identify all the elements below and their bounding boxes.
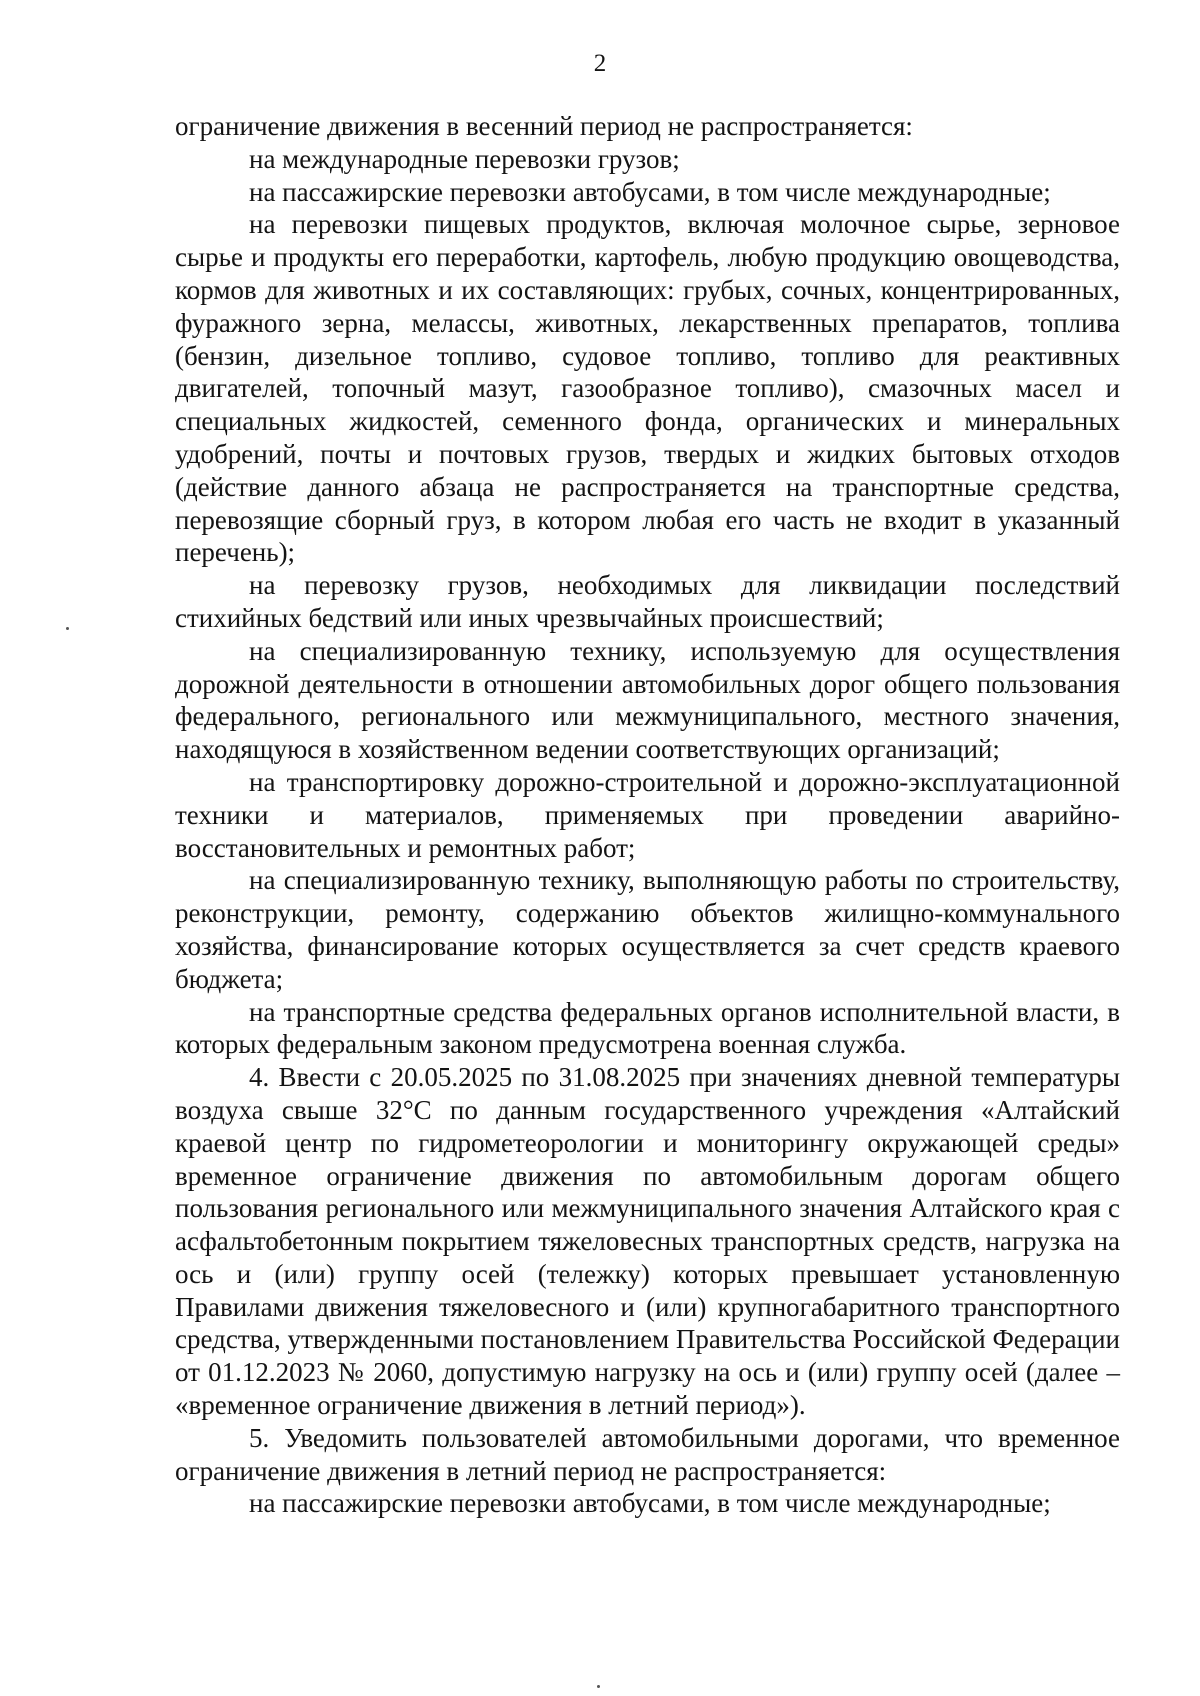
- paragraph: на перевозки пищевых продуктов, включая молочное сырье, зерновое сырье и продукты его переработки, картофель, любую продукцию овощеводства, кормов для животных и их составляющих: грубых, сочных, концентрированных, фуражного зерна, мелассы, животных, лекарственных препаратов, топлива (бензин, дизельное топливо, судовое топливо, топливо для реактивных двигателей, топочный мазут, газообразное топливо), смазочных масел и специальных жидкостей, семенного фонда, органических и минеральных удобрений, почты и почтовых грузов, твердых и жидких бытовых отходов (действие данного абзаца не распространяется на транспортные средства, перевозящие сборный груз, в котором любая его часть не входит в указанный перечень);: [175, 209, 1120, 568]
- body-text: [175, 110, 1120, 1520]
- scan-speck: [66, 627, 69, 630]
- paragraph: ограничение движения в весенний период не распространяется:: [175, 111, 913, 141]
- paragraph: на пассажирские перевозки автобусами, в том числе международные;: [249, 176, 1051, 207]
- paragraph: на специализированную технику, выполняющую работы по строительству, реконструкции, ремонту, содержанию объектов жилищно-коммунального хозяйства, финансирование которых осуществляется за счет средств краевого бюджета;: [175, 865, 1120, 994]
- paragraph: 4. Ввести с 20.05.2025 по 31.08.2025 при значениях дневной температуры воздуха свыше 32°С по данным государственного учреждения «Алтайский краевой центр по гидрометеорологии и мониторингу окружающей среды» временное ограничение движения по автомобильным дорогам общего пользования регионального или межмуниципального значения Алтайского края с асфальтобетонным покрытием тяжеловесных транспортных средств, нагрузка на ось и (или) группу осей (тележку) которых превышает установленную Правилами движения тяжеловесного и (или) крупногабаритного транспортного средства, утвержденными постановлением Правительства Российской Федерации от 01.12.2023 № 2060, допустимую нагрузку на ось и (или) группу осей (далее – «временное ограничение движения в летний период»).: [175, 1062, 1120, 1421]
- paragraph: на транспортные средства федеральных органов исполнительной власти, в которых федеральным законом предусмотрена военная служба.: [175, 996, 1120, 1060]
- paragraph: на перевозку грузов, необходимых для ликвидации последствий стихийных бедствий или иных чрезвычайных происшествий;: [175, 570, 1120, 633]
- paragraph: на специализированную технику, используемую для осуществления дорожной деятельности в отношении автомобильных дорог общего пользования федерального, регионального или межмуниципального, местного значения, находящуюся в хозяйственном ведении соответствующих организаций;: [175, 635, 1120, 765]
- paragraph: 5. Уведомить пользователей автомобильными дорогами, что временное ограничение движения в летний период не распространяется:: [175, 1422, 1120, 1486]
- paragraph: на транспортировку дорожно-строительной и дорожно-эксплуатационной техники и материалов, применяемых при проведении аварийно-восстановительных и ремонтных работ;: [175, 766, 1120, 863]
- page-number: 2: [593, 50, 607, 77]
- paragraph: на пассажирские перевозки автобусами, в том числе международные;: [249, 1488, 1051, 1519]
- paragraph: на международные перевозки грузов;: [249, 143, 680, 174]
- scan-speck: [597, 1685, 600, 1688]
